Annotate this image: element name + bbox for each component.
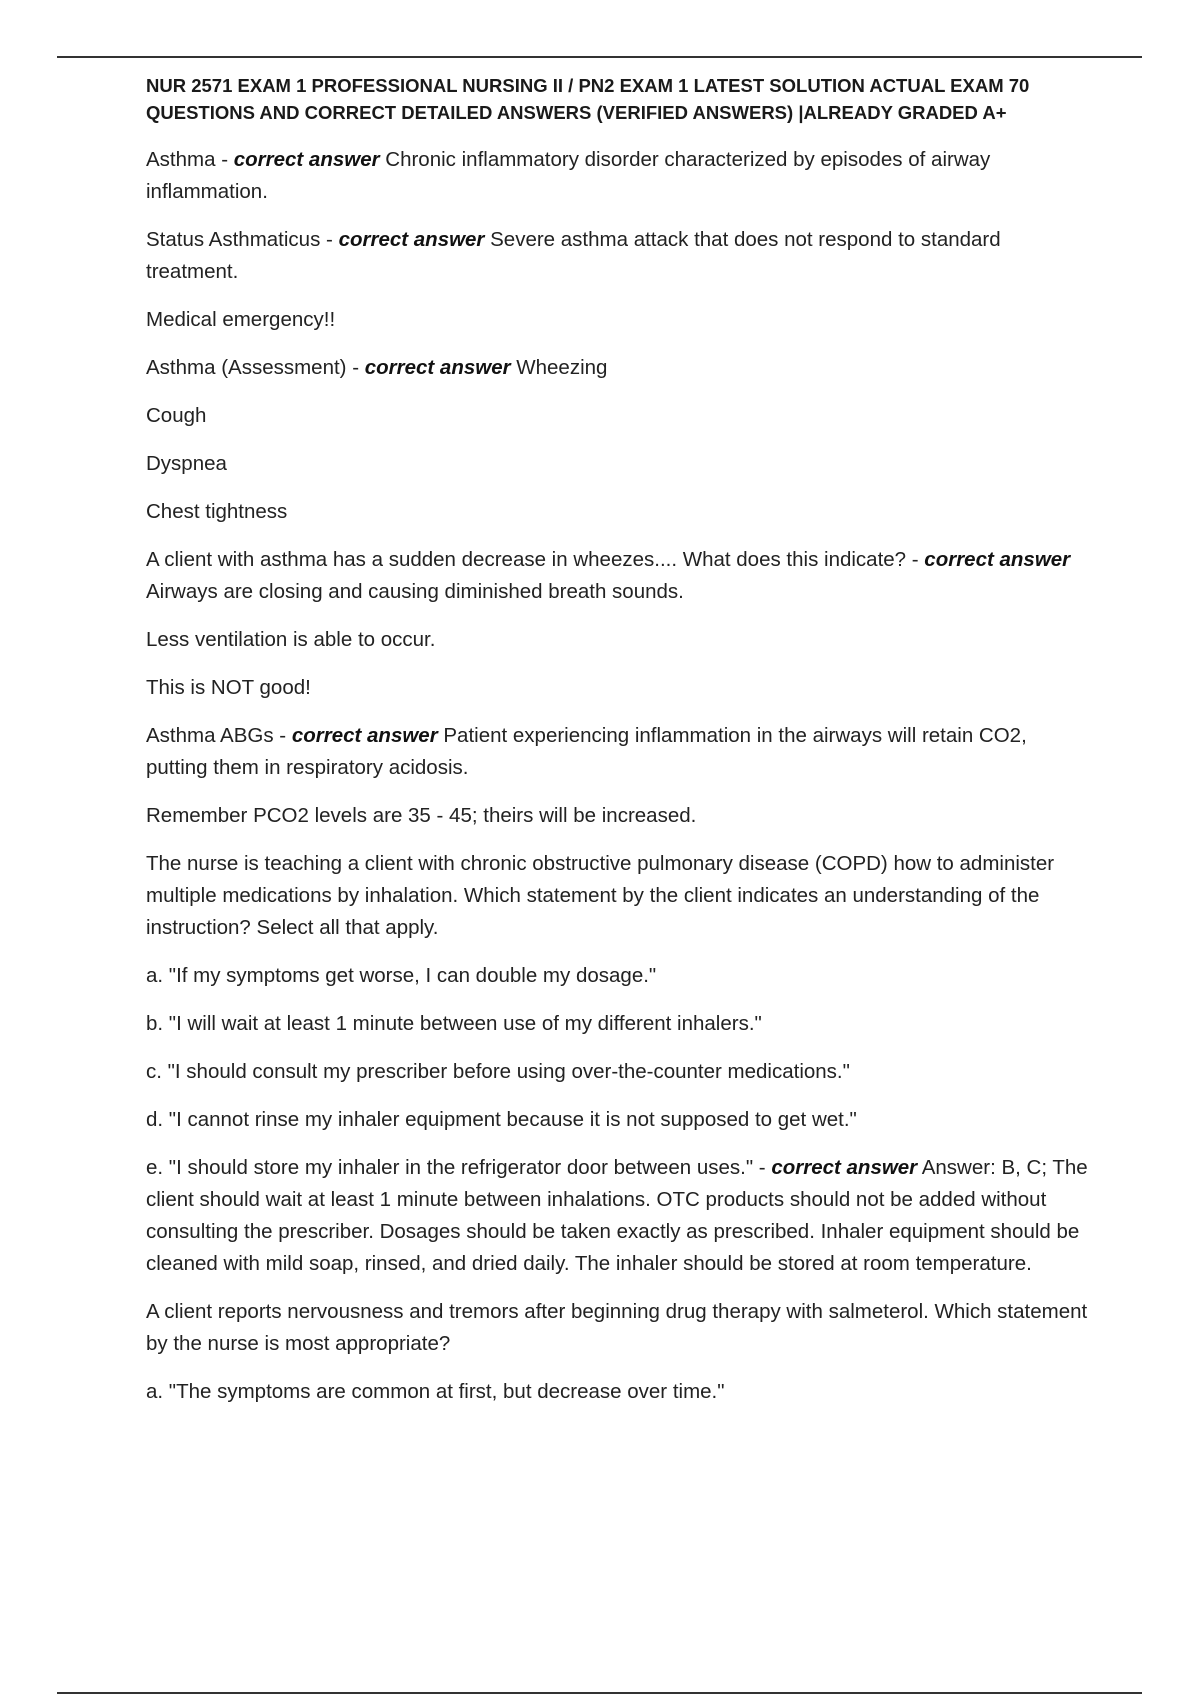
paragraph-text: c. "I should consult my prescriber before using over-the-counter medications." [146,1060,850,1083]
top-rule [57,56,1142,58]
paragraph-text: Less ventilation is able to occur. [146,628,436,651]
qa-paragraph [146,224,1091,288]
correct-answer-label: correct answer [233,148,380,171]
qa-paragraph [146,1104,1091,1136]
qa-paragraph [146,304,1091,336]
answer-text: Wheezing [510,356,608,379]
correct-answer-label: correct answer [924,548,1071,571]
answer-text: Airways are closing and causing diminished breath sounds. [146,580,684,603]
qa-paragraph [146,352,1091,384]
paragraph-text: Asthma ABGs - [146,724,292,747]
correct-answer-label: correct answer [364,356,511,379]
qa-paragraph [146,400,1091,432]
qa-paragraph [146,624,1091,656]
document-body [146,72,1091,1424]
paragraph-text: The nurse is teaching a client with chronic obstructive pulmonary disease (COPD) how to administer multiple medications by inhalation. Which statement by the client indicates an understanding of the instruction? Select all that apply. [146,852,1055,939]
paragraph-text: Cough [146,404,207,427]
paragraph-text: Asthma (Assessment) - [146,356,365,379]
answer-text: Patient experiencing inflammation in the airways will retain CO2, putting them in respiratory acidosis. [146,724,1027,779]
qa-paragraph [146,720,1091,784]
paragraph-list [146,144,1091,1408]
paragraph-text: a. "The symptoms are common at first, but decrease over time." [146,1380,725,1403]
correct-answer-label: correct answer [771,1156,918,1179]
paragraph-text: d. "I cannot rinse my inhaler equipment because it is not supposed to get wet." [146,1108,857,1131]
paragraph-text: a. "If my symptoms get worse, I can double my dosage." [146,964,657,987]
answer-text: Answer: B, C; The client should wait at least 1 minute between inhalations. OTC products should not be added without consulting the prescriber. Dosages should be taken exactly as prescribed. Inhaler equipment should be cleaned with mild soap, rinsed, and dried daily. The inhaler should be stored at room temperature. [146,1156,1088,1275]
qa-paragraph [146,1296,1091,1360]
qa-paragraph [146,960,1091,992]
answer-text: Severe asthma attack that does not respond to standard treatment. [146,228,1001,283]
paragraph-text: Dyspnea [146,452,227,475]
correct-answer-label: correct answer [338,228,485,251]
paragraph-text: A client with asthma has a sudden decrease in wheezes.... What does this indicate? - [146,548,925,571]
paragraph-text: b. "I will wait at least 1 minute between use of my different inhalers." [146,1012,762,1035]
answer-text: Chronic inflammatory disorder characterized by episodes of airway inflammation. [146,148,991,203]
paragraph-text: Remember PCO2 levels are 35 - 45; theirs will be increased. [146,804,697,827]
document-title: NUR 2571 EXAM 1 PROFESSIONAL NURSING II / PN2 EXAM 1 LATEST SOLUTION ACTUAL EXAM 70 QUESTIONS AND CORRECT DETAILED ANSWERS (VERIFIED ANSWERS) |ALREADY GRADED A+ [146,75,1030,123]
qa-paragraph [146,144,1091,208]
paragraph-text: Chest tightness [146,500,288,523]
qa-paragraph [146,1152,1091,1280]
qa-paragraph [146,496,1091,528]
qa-paragraph [146,672,1091,704]
paragraph-text: This is NOT good! [146,676,311,699]
paragraph-text: Asthma - [146,148,234,171]
qa-paragraph [146,1376,1091,1408]
paragraph-text: e. "I should store my inhaler in the refrigerator door between uses." - [146,1156,772,1179]
qa-paragraph [146,544,1091,608]
qa-paragraph [146,448,1091,480]
bottom-rule [57,1692,1142,1694]
qa-paragraph [146,1056,1091,1088]
paragraph-text: Medical emergency!! [146,308,336,331]
qa-paragraph [146,800,1091,832]
paragraph-text: A client reports nervousness and tremors after beginning drug therapy with salmeterol. Which statement by the nurse is most appropriate? [146,1300,1088,1355]
correct-answer-label: correct answer [291,724,438,747]
paragraph-text: Status Asthmaticus - [146,228,339,251]
qa-paragraph [146,848,1091,944]
qa-paragraph [146,1008,1091,1040]
